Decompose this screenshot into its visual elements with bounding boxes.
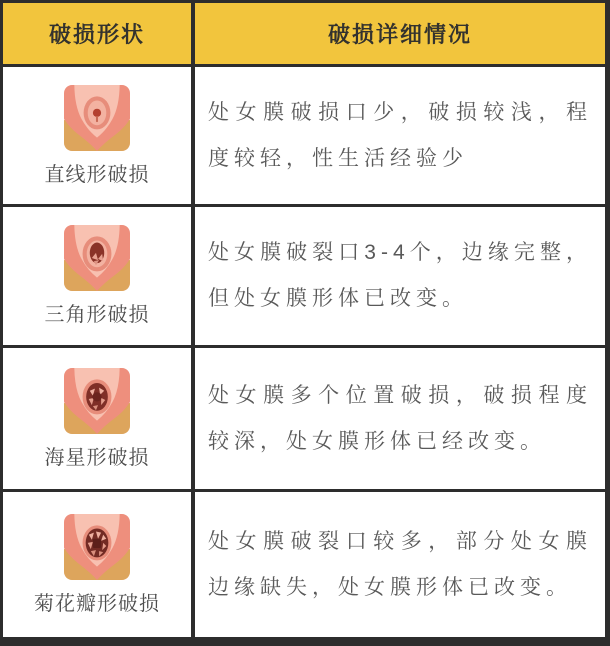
table-row-2-detail-cell [195, 207, 605, 345]
shape-label: 直线形破损 [44, 163, 150, 186]
header-cell-detail [195, 3, 605, 64]
shape-label: 菊花瓣形破损 [34, 592, 160, 615]
shape-label: 海星形破损 [44, 446, 150, 469]
table-row-3-detail-cell [195, 348, 605, 489]
petal-damage-illustration [64, 514, 130, 580]
triangle-damage-illustration [64, 225, 130, 291]
header-label-detail: 破损详细情况 [327, 22, 472, 47]
header-label-shape: 破损形状 [48, 22, 145, 47]
table-row-1-shape-cell [3, 67, 191, 204]
damage-detail-text: 处女膜破裂口3-4个，边缘完整，但处女膜形体已改变。 [208, 241, 592, 310]
table-row-3-shape-cell [3, 348, 191, 489]
damage-detail-text: 处女膜多个位置破损，破损程度较深，处女膜形体已经改变。 [208, 383, 592, 453]
shape-label: 三角形破损 [44, 304, 150, 326]
table-row-4-shape-cell [3, 492, 191, 637]
table-row-2-shape-cell [3, 207, 191, 345]
damage-detail-text: 处女膜破裂口较多，部分处女膜边缘缺失，处女膜形体已改变。 [208, 529, 592, 599]
starfish-damage-illustration [64, 368, 130, 434]
table-row-4-detail-cell [195, 492, 605, 637]
table-row-1-detail-cell [195, 67, 605, 204]
header-cell-shape [3, 3, 191, 64]
damage-detail-text: 处女膜破损口少，破损较浅，程度较轻，性生活经验少 [208, 100, 592, 170]
linear-damage-illustration [64, 85, 130, 151]
